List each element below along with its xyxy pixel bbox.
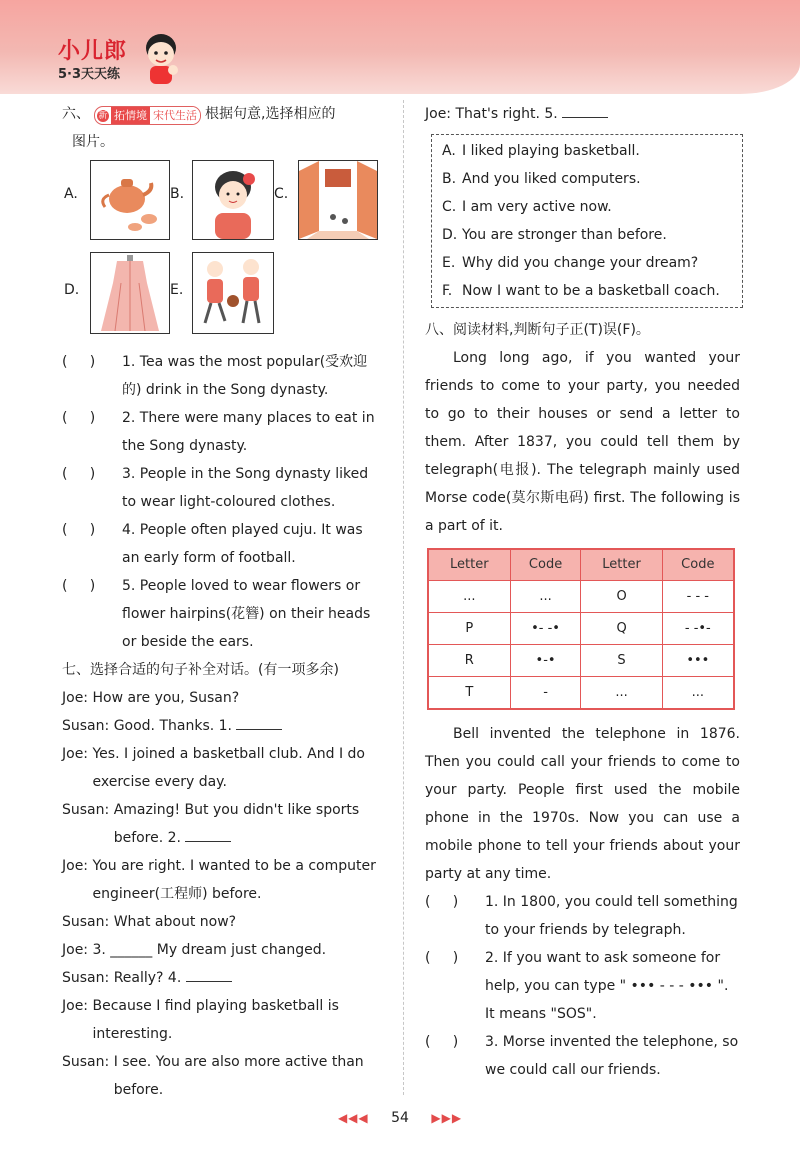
speaker: Susan: — [62, 718, 114, 734]
speaker: Joe: — [62, 998, 93, 1014]
option-key: B. — [442, 171, 457, 187]
table-header: Code — [510, 549, 581, 581]
option-text: Now I want to be a basketball coach. — [462, 283, 720, 299]
section6-title: 根据句意,选择相应的 — [205, 106, 336, 122]
section6-title-cont: 图片。 — [72, 134, 114, 150]
table-cell: T — [428, 677, 510, 710]
option-text: I am very active now. — [462, 199, 612, 215]
utterance-text: Amazing! But you didn't like sports before. 2. — [113, 802, 360, 846]
section8-questions — [425, 888, 740, 1084]
tag-icon: 新 — [98, 110, 108, 121]
dialogue-line — [425, 100, 740, 128]
utterance-text: Good. Thanks. 1. — [113, 718, 232, 734]
speaker: Joe: — [62, 858, 93, 874]
table-cell: - -•- — [662, 613, 734, 645]
answer-blank[interactable]: ( ) — [62, 410, 96, 426]
option-key: F. — [442, 283, 453, 299]
table-cell: ... — [428, 581, 510, 613]
option-key: C. — [442, 199, 457, 215]
question-row — [425, 888, 740, 944]
table-cell: O — [581, 581, 662, 613]
utterance-text: Really? 4. — [113, 970, 182, 986]
table-cell: - - - — [662, 581, 734, 613]
option-item — [442, 221, 732, 249]
dialogue-line — [62, 712, 382, 740]
section6-number: 六、 — [62, 106, 90, 122]
picture-c — [298, 160, 378, 240]
speaker: Susan: — [62, 914, 114, 930]
question-row — [62, 460, 382, 516]
question-row — [62, 572, 382, 656]
table-header: Letter — [581, 549, 662, 581]
dialogue-line — [62, 740, 382, 796]
speaker: Joe: — [62, 942, 93, 958]
question-text: 5. People loved to wear flowers or flower hairpins(花簪) on their heads or beside the ears. — [122, 578, 371, 650]
option-text: And you liked computers. — [462, 171, 641, 187]
question-text: 2. There were many places to eat in the Song dynasty. — [122, 410, 375, 454]
pic-label-c: C. — [274, 186, 289, 202]
option-key: E. — [442, 255, 456, 271]
answer-blank[interactable]: ( ) — [62, 466, 96, 482]
table-cell: R — [428, 645, 510, 677]
options-box — [431, 134, 743, 308]
speaker: Joe: — [62, 690, 93, 706]
question-text: 3. Morse invented the telephone, so we could call our friends. — [485, 1034, 739, 1078]
utterance — [114, 712, 382, 740]
fill-blank[interactable] — [236, 713, 282, 730]
utterance: 3. ______ My dream just changed. — [92, 942, 327, 958]
reading-paragraph-1: Long long ago, if you wanted your friends to come to your party, you needed to go to their houses or send a letter to them. After 1837, you could tell them by telegraph(电报). The telegraph mainly used Morse code(莫尔斯电码) first. The following is a part of it. — [425, 350, 740, 534]
picture-a — [90, 160, 170, 240]
option-item — [442, 193, 732, 221]
right-column — [425, 100, 740, 1084]
question-row — [62, 348, 382, 404]
picture-options — [62, 156, 382, 348]
table-header-row — [428, 549, 734, 581]
pic-label-e: E. — [170, 282, 184, 298]
dialogue-line — [62, 992, 382, 1048]
tag-topic: 宋代生活 — [150, 107, 200, 124]
speaker: Joe: — [62, 746, 93, 762]
option-text: Why did you change your dream? — [462, 255, 699, 271]
context-tag — [94, 106, 201, 125]
teapot-icon — [91, 161, 169, 239]
dialogue-line — [62, 908, 382, 936]
dialogue-line — [62, 684, 382, 712]
utterance — [114, 964, 382, 992]
option-item — [442, 249, 732, 277]
question-row — [62, 516, 382, 572]
speaker: Susan: — [62, 970, 114, 986]
table-cell: •- -• — [510, 613, 581, 645]
question-text: 2. If you want to ask someone for help, you can type " ••• - - - ••• ". It means "SOS". — [485, 950, 729, 1022]
table-row — [428, 613, 734, 645]
utterance — [455, 100, 740, 128]
table-row — [428, 645, 734, 677]
option-text: I liked playing basketball. — [462, 143, 640, 159]
answer-blank[interactable]: ( ) — [425, 894, 459, 910]
question-text: 1. In 1800, you could tell something to your friends by telegraph. — [485, 894, 738, 938]
fill-blank[interactable] — [562, 101, 608, 118]
table-row — [428, 677, 734, 710]
table-cell: ... — [662, 677, 734, 710]
utterance: Yes. I joined a basketball club. And I do exercise every day. — [92, 746, 365, 790]
section6-questions — [62, 348, 382, 656]
morse-code-table — [427, 548, 735, 710]
option-item — [442, 137, 732, 165]
option-text: You are stronger than before. — [462, 227, 667, 243]
section6-heading — [62, 100, 382, 128]
page-header — [0, 0, 800, 94]
option-item — [442, 277, 732, 305]
girl-hairpin-icon — [193, 161, 273, 239]
pic-label-d: D. — [64, 282, 80, 298]
pic-label-a: A. — [64, 186, 78, 202]
fill-blank[interactable] — [186, 965, 232, 982]
utterance: What about now? — [113, 914, 237, 930]
question-text: 1. Tea was the most popular(受欢迎的) drink in the Song dynasty. — [122, 354, 368, 398]
question-text: 3. People in the Song dynasty liked to wear light-coloured clothes. — [122, 466, 369, 510]
table-cell: S — [581, 645, 662, 677]
picture-d — [90, 252, 170, 334]
page-number: 54 — [391, 1110, 409, 1126]
utterance: You are right. I wanted to be a computer engineer(工程师) before. — [92, 858, 376, 902]
section7-title: 七、选择合适的句子补全对话。(有一项多余) — [62, 662, 339, 678]
table-cell: ... — [510, 581, 581, 613]
table-cell: •-• — [510, 645, 581, 677]
picture-b — [192, 160, 274, 240]
street-scene-icon — [299, 161, 377, 239]
answer-blank[interactable]: ( ) — [62, 522, 96, 538]
dialogue — [62, 684, 382, 1104]
question-text: 4. People often played cuju. It was an early form of football. — [122, 522, 363, 566]
question-row — [62, 404, 382, 460]
fill-blank[interactable] — [185, 825, 231, 842]
cuju-players-icon — [193, 253, 273, 333]
answer-blank[interactable]: ( ) — [425, 1034, 459, 1050]
utterance: How are you, Susan? — [92, 690, 240, 706]
dialogue-line — [62, 852, 382, 908]
pic-label-b: B. — [170, 186, 185, 202]
dialogue-line — [62, 936, 382, 964]
brand-name: 小儿郎 — [58, 38, 128, 64]
option-key: D. — [442, 227, 458, 243]
table-cell: Q — [581, 613, 662, 645]
option-key: A. — [442, 143, 456, 159]
dialogue-line — [62, 796, 382, 852]
answer-blank[interactable]: ( ) — [62, 578, 96, 594]
question-row — [425, 944, 740, 1028]
section8-title: 八、阅读材料,判断句子正(T)误(F)。 — [425, 322, 650, 338]
utterance: Because I find playing basketball is interesting. — [92, 998, 339, 1042]
brand-subtitle: 5·3天天练 — [58, 67, 121, 82]
dialogue-line — [62, 1048, 382, 1104]
utterance: I see. You are also more active than before. — [113, 1054, 364, 1098]
page-footer — [0, 1110, 800, 1126]
picture-e — [192, 252, 274, 334]
reading-paragraph-2: Bell invented the telephone in 1876. Then you could call your friends to come to your party. People first used the mobile phone in the 1970s. Now you can use a mobile phone to tell your friends about your party at any time. — [425, 726, 740, 882]
question-row — [425, 1028, 740, 1084]
tag-label: 拓情境 — [111, 107, 150, 124]
next-arrows-icon: ▶▶▶ — [431, 1111, 463, 1125]
table-cell: P — [428, 613, 510, 645]
answer-blank[interactable]: ( ) — [425, 950, 459, 966]
answer-blank[interactable]: ( ) — [62, 354, 96, 370]
table-cell: ... — [581, 677, 662, 710]
dialogue-line — [62, 964, 382, 992]
table-header: Code — [662, 549, 734, 581]
table-cell: ••• — [662, 645, 734, 677]
speaker: Susan: — [62, 1054, 114, 1070]
column-divider — [403, 100, 404, 1095]
speaker: Susan: — [62, 802, 114, 818]
table-cell: - — [510, 677, 581, 710]
hanfu-dress-icon — [91, 253, 169, 333]
table-row — [428, 581, 734, 613]
mascot-icon — [140, 30, 182, 86]
brand-logo — [58, 34, 127, 82]
left-column — [62, 100, 382, 1104]
prev-arrows-icon: ◀◀◀ — [337, 1111, 369, 1125]
table-header: Letter — [428, 549, 510, 581]
speaker: Joe: — [425, 106, 456, 122]
utterance-text: That's right. 5. — [455, 106, 558, 122]
option-item — [442, 165, 732, 193]
utterance — [114, 796, 382, 852]
